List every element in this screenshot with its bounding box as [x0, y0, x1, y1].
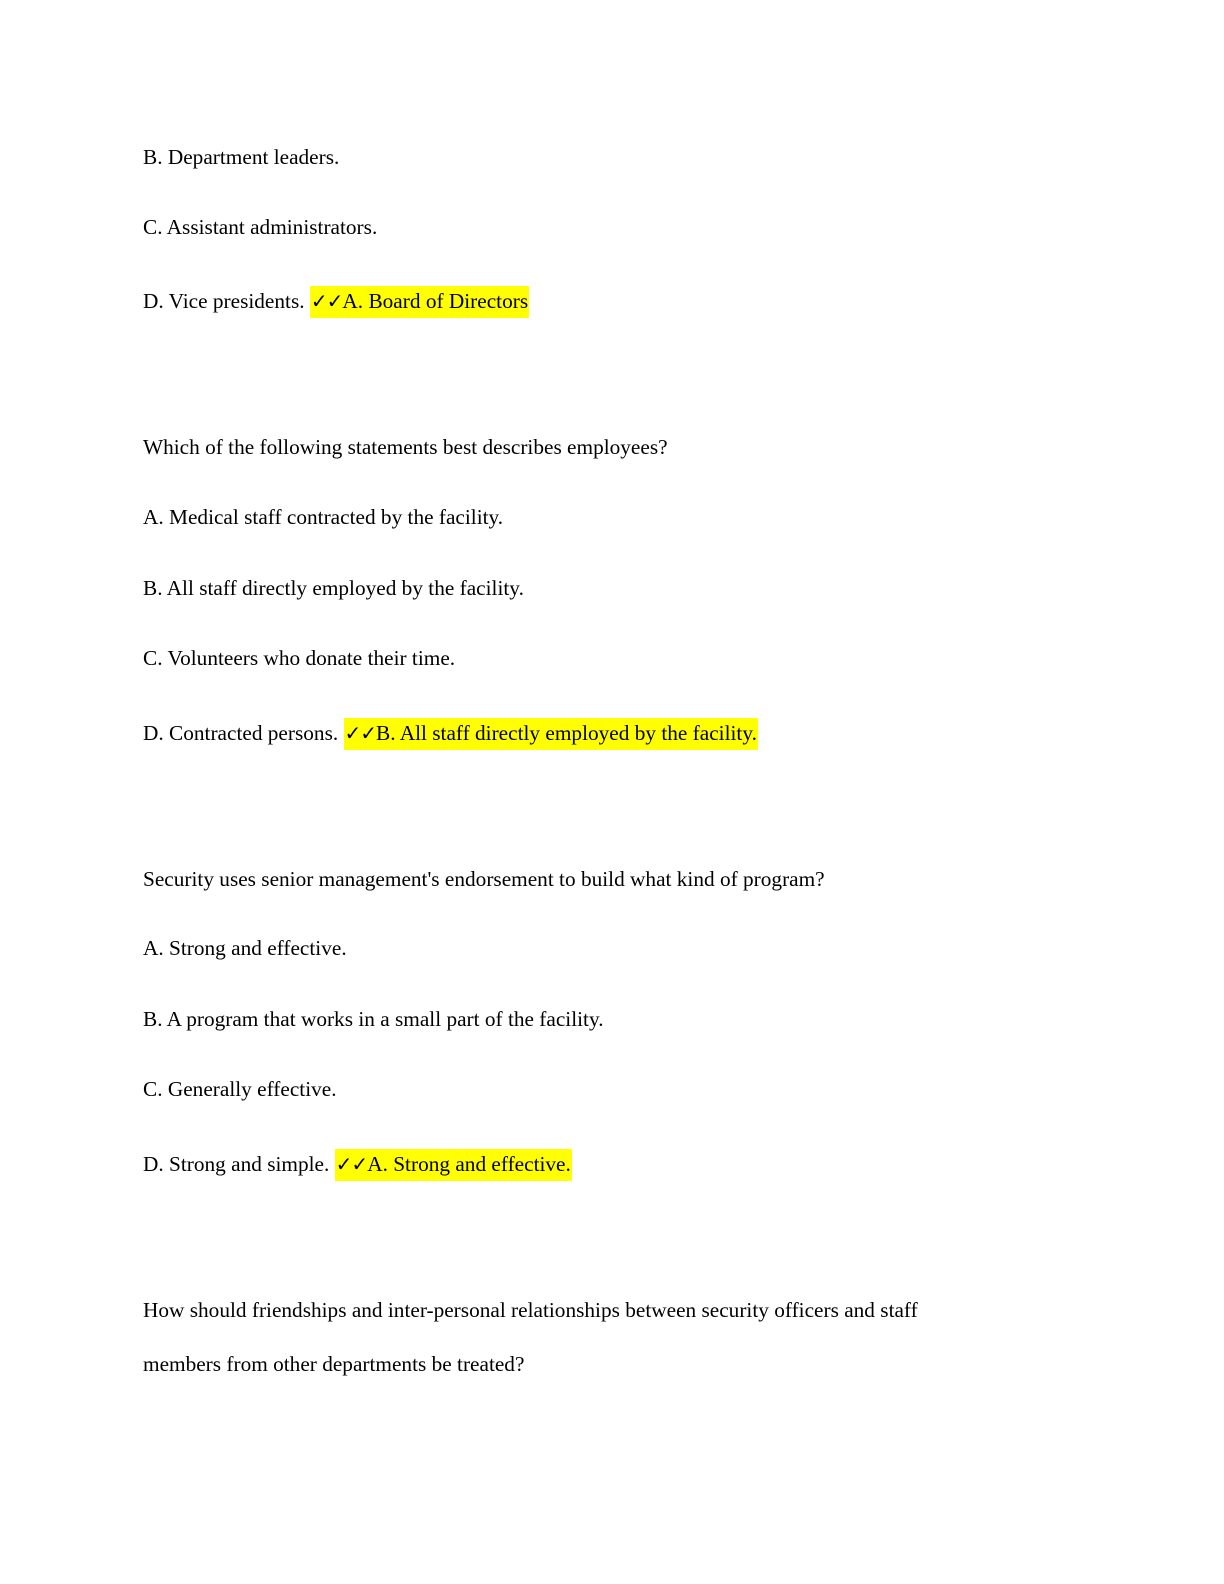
option-d: D. Vice presidents.: [143, 289, 305, 313]
option-c: C. Assistant administrators.: [143, 215, 378, 239]
option-c: C. Volunteers who donate their time.: [143, 646, 456, 670]
answer-text: A. Board of Directors: [342, 289, 529, 313]
answer-text: A. Strong and effective.: [367, 1152, 571, 1176]
option-d: D. Strong and simple.: [143, 1152, 330, 1176]
answer-highlight: [310, 286, 529, 318]
option-b: B. Department leaders.: [143, 145, 340, 169]
question-text: Security uses senior management's endorsement to build what kind of program?: [143, 867, 825, 891]
option-d-with-answer: [143, 1151, 572, 1177]
option-a: A. Strong and effective.: [143, 936, 347, 960]
option-b: B. A program that works in a small part of the facility.: [143, 1007, 604, 1031]
answer-highlight: [344, 718, 758, 750]
option-d-with-answer: [143, 288, 529, 314]
double-check-icon: ✓✓: [310, 289, 343, 313]
question-text: Which of the following statements best describes employees?: [143, 435, 668, 459]
double-check-icon: ✓✓: [335, 1152, 368, 1176]
option-d-with-answer: [143, 720, 758, 746]
question-text-line-1: How should friendships and inter-personal relationships between security officers and staff: [143, 1298, 918, 1322]
answer-highlight: [335, 1149, 572, 1181]
option-d: D. Contracted persons.: [143, 721, 339, 745]
option-b: B. All staff directly employed by the facility.: [143, 576, 524, 600]
option-c: C. Generally effective.: [143, 1077, 337, 1101]
double-check-icon: ✓✓: [344, 721, 377, 745]
question-text-line-2: members from other departments be treated?: [143, 1352, 525, 1376]
option-a: A. Medical staff contracted by the facility.: [143, 505, 504, 529]
answer-text: B. All staff directly employed by the facility.: [376, 721, 757, 745]
